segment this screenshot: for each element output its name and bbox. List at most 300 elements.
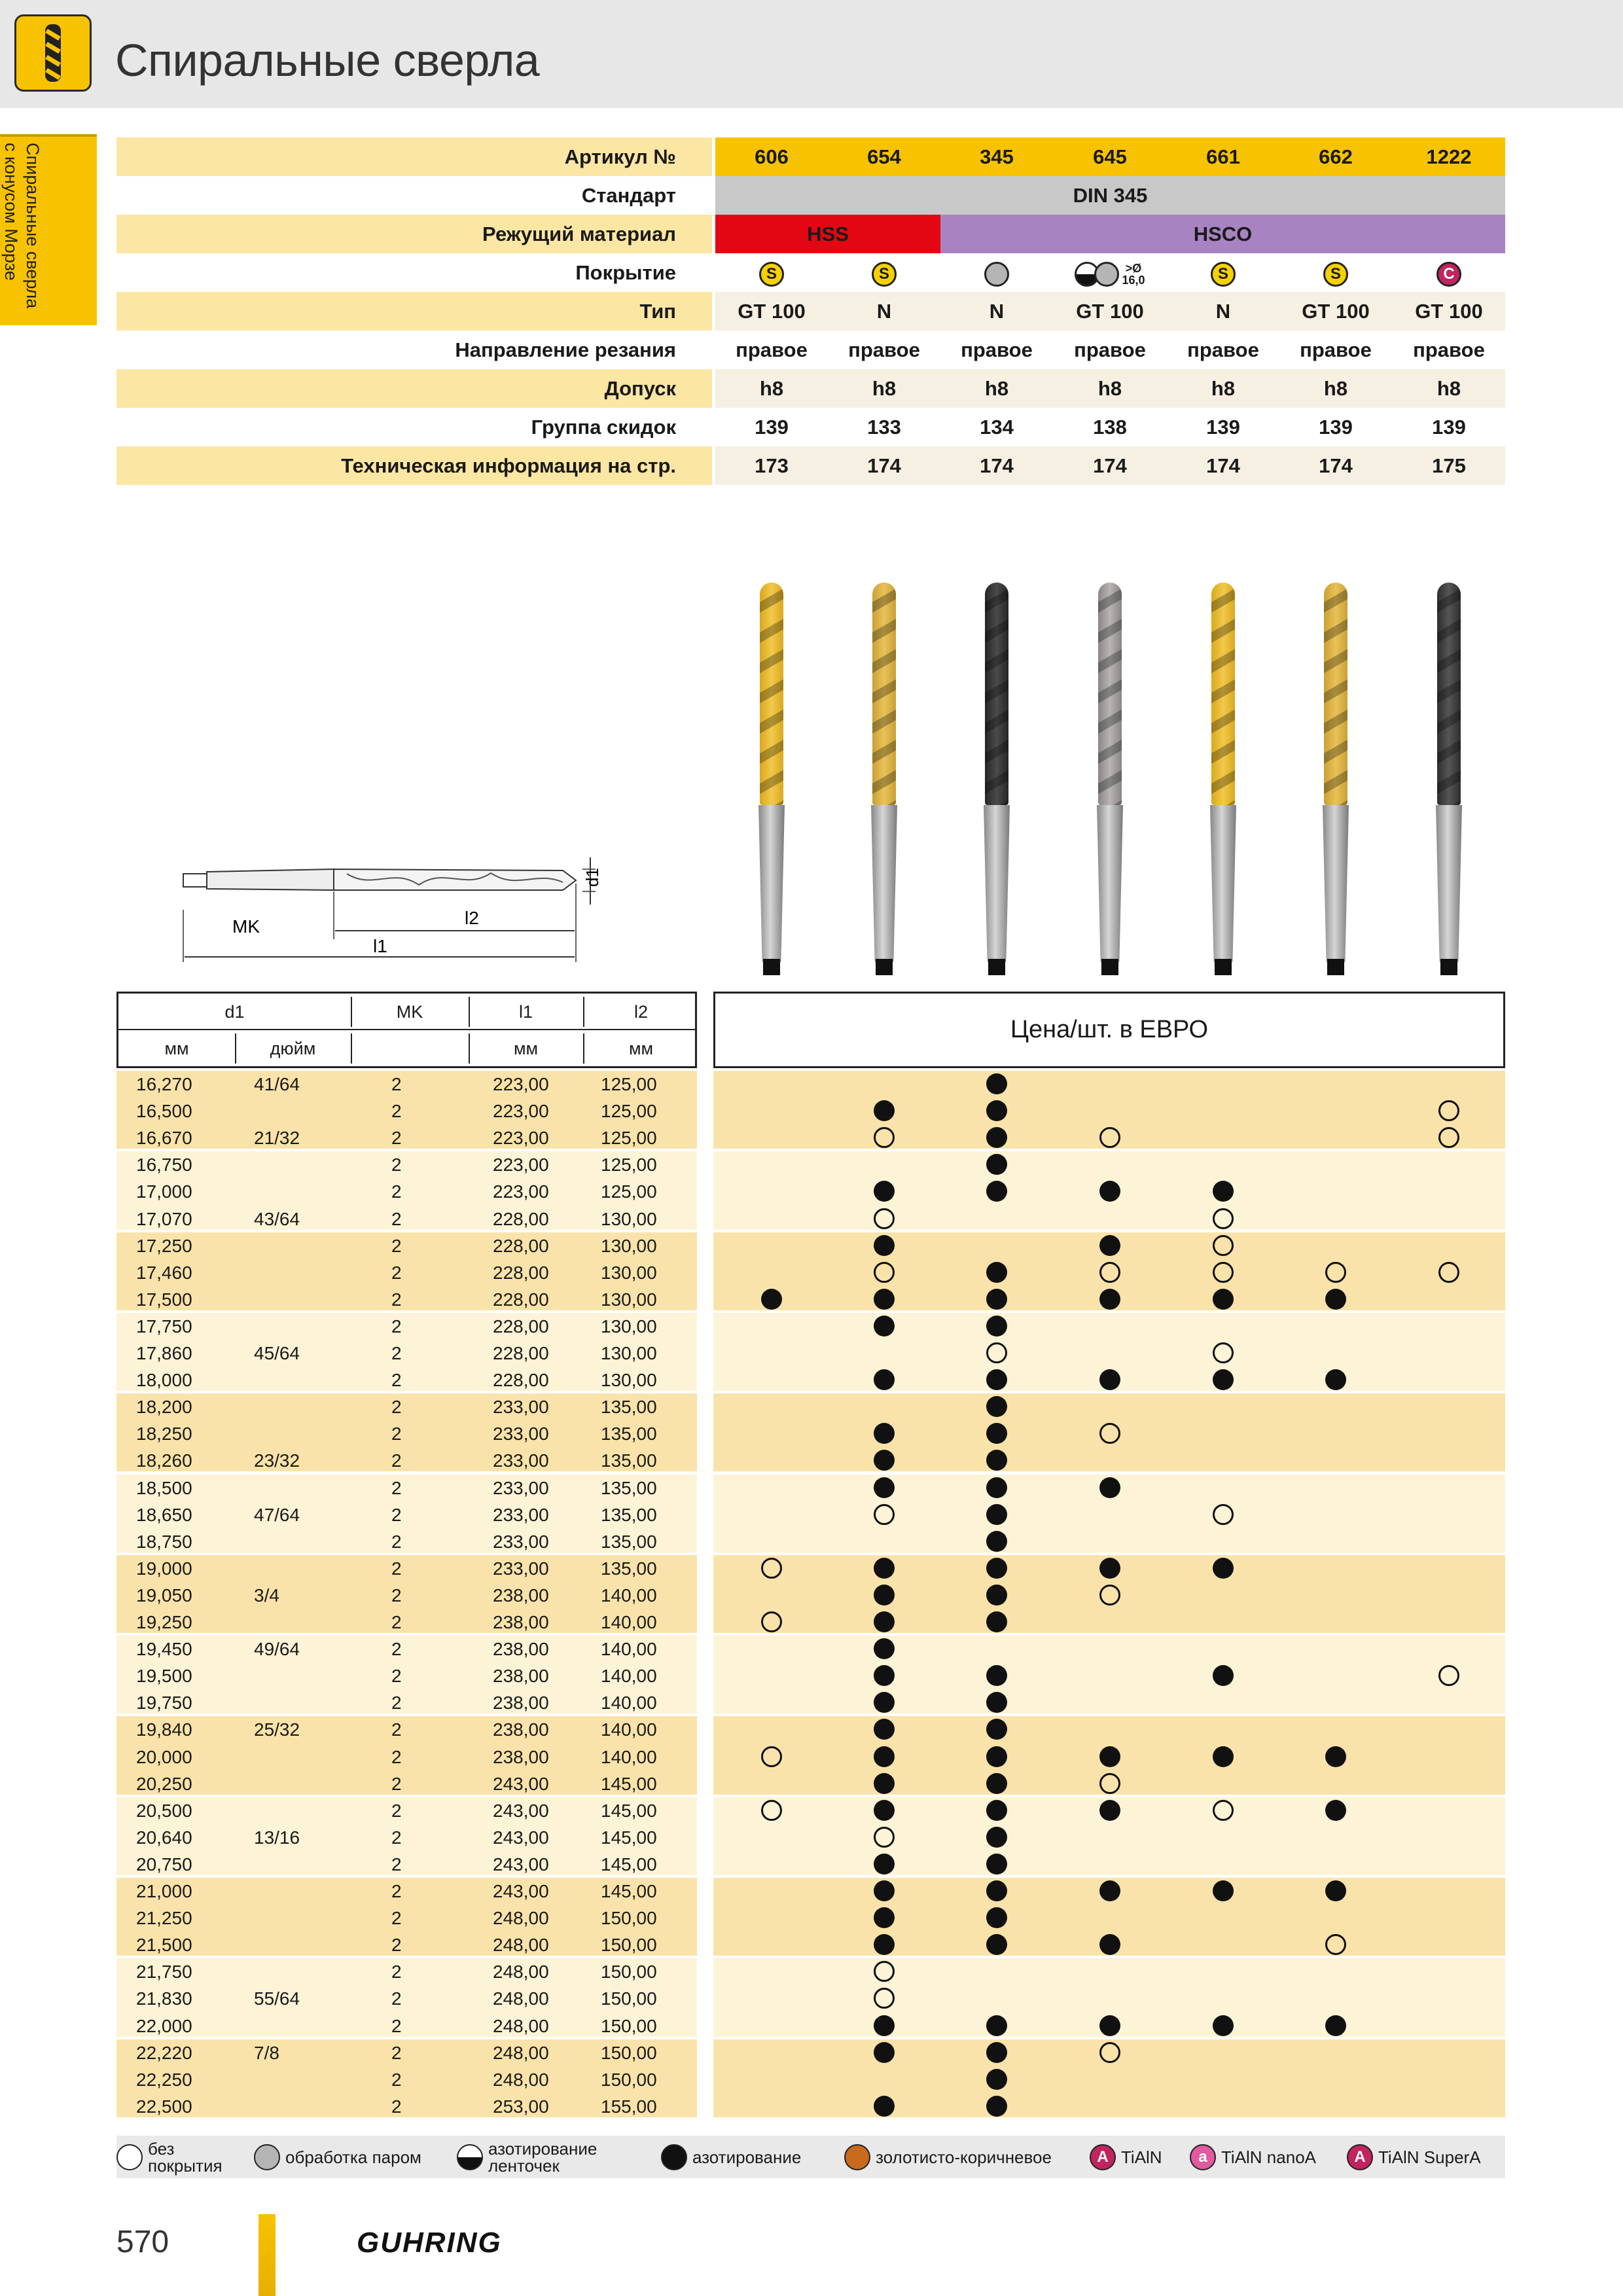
article-number[interactable]: 662 bbox=[1319, 145, 1353, 168]
legend-item bbox=[116, 2136, 246, 2178]
filled-dot-icon[interactable] bbox=[986, 1289, 1007, 1310]
table-row[interactable] bbox=[116, 1259, 697, 1286]
d1-mm: 21,000 bbox=[136, 1881, 192, 1901]
directions-cell: правое bbox=[1300, 338, 1372, 361]
filled-dot-icon[interactable] bbox=[874, 1289, 895, 1310]
table-row[interactable] bbox=[116, 1958, 697, 1985]
l1-value: 248,00 bbox=[493, 2042, 549, 2063]
column-divider bbox=[351, 1033, 352, 1064]
table-row[interactable] bbox=[116, 1716, 697, 1743]
d1-mm: 19,250 bbox=[136, 1612, 192, 1632]
filled-dot-icon[interactable] bbox=[986, 1073, 1007, 1094]
mk-value: 2 bbox=[391, 1477, 402, 1498]
coating-cell bbox=[1393, 253, 1505, 292]
open-dot-icon[interactable] bbox=[1213, 1342, 1234, 1363]
filled-dot-icon[interactable] bbox=[986, 1800, 1007, 1821]
d1-mm: 17,000 bbox=[136, 1181, 192, 1202]
filled-dot-icon[interactable] bbox=[1213, 1369, 1234, 1390]
l1-value: 233,00 bbox=[493, 1504, 549, 1525]
filled-dot-icon[interactable] bbox=[986, 1746, 1007, 1767]
l2-value: 140,00 bbox=[601, 1719, 657, 1740]
d1-inch: 45/64 bbox=[254, 1343, 300, 1363]
filled-dot-icon[interactable] bbox=[986, 2042, 1007, 2063]
article-number[interactable]: 1222 bbox=[1426, 145, 1472, 168]
open-dot-icon[interactable] bbox=[1325, 1262, 1346, 1283]
filled-dot-icon[interactable] bbox=[986, 1827, 1007, 1848]
table-row[interactable] bbox=[116, 1313, 697, 1340]
filled-dot-icon[interactable] bbox=[874, 2096, 895, 2117]
filled-dot-icon[interactable] bbox=[1325, 1746, 1346, 1767]
table-row[interactable] bbox=[116, 1098, 697, 1124]
table-row[interactable] bbox=[116, 1071, 697, 1098]
table-row[interactable] bbox=[116, 1286, 697, 1313]
filled-dot-icon[interactable] bbox=[1213, 1746, 1234, 1767]
d1-mm: 18,200 bbox=[136, 1397, 192, 1418]
open-dot-icon[interactable] bbox=[1325, 1934, 1346, 1955]
legend-item bbox=[1347, 2136, 1481, 2178]
table-row[interactable] bbox=[116, 1824, 697, 1851]
l1-value: 233,00 bbox=[493, 1531, 549, 1552]
filled-dot-icon[interactable] bbox=[986, 1665, 1007, 1686]
l1-value: 228,00 bbox=[493, 1235, 549, 1256]
l2-value: 125,00 bbox=[601, 1155, 657, 1175]
d1-mm: 21,750 bbox=[136, 1962, 192, 1982]
diameter-note-sub: 16,0 bbox=[1122, 273, 1145, 287]
l2-value: 135,00 bbox=[601, 1531, 657, 1552]
discount-cell: 139 bbox=[1319, 416, 1353, 439]
d1-mm: 18,000 bbox=[136, 1370, 192, 1391]
l1-value: 228,00 bbox=[493, 1289, 549, 1310]
table-row[interactable] bbox=[116, 1797, 697, 1824]
filled-dot-icon[interactable] bbox=[1099, 1289, 1120, 1310]
spec-row bbox=[116, 408, 1505, 446]
tolerance-cell: h8 bbox=[872, 377, 897, 400]
table-row[interactable] bbox=[116, 1931, 697, 1958]
mk-value: 2 bbox=[391, 1181, 402, 1202]
l2-value: 130,00 bbox=[601, 1370, 657, 1391]
techpage-cell: 174 bbox=[1319, 454, 1353, 477]
material-band: HSCO bbox=[940, 215, 1505, 253]
filled-dot-icon[interactable] bbox=[1325, 1369, 1346, 1390]
legend-item bbox=[661, 2136, 801, 2178]
filled-dot-icon[interactable] bbox=[1099, 1235, 1120, 1256]
filled-dot-icon[interactable] bbox=[874, 1800, 895, 1821]
table-row[interactable] bbox=[116, 1151, 697, 1178]
filled-dot-icon[interactable] bbox=[986, 2015, 1007, 2036]
drill-shank bbox=[1097, 805, 1123, 962]
page-title: Спиральные сверла bbox=[115, 35, 540, 86]
table-row[interactable] bbox=[116, 1555, 697, 1582]
filled-dot-icon[interactable] bbox=[986, 1880, 1007, 1901]
l2-value: 140,00 bbox=[601, 1612, 657, 1632]
table-row[interactable] bbox=[116, 1609, 697, 1636]
l2-value: 135,00 bbox=[601, 1424, 657, 1444]
filled-dot-icon[interactable] bbox=[1099, 1369, 1120, 1390]
techpage-cell: 174 bbox=[1206, 454, 1240, 477]
d1-mm: 19,450 bbox=[136, 1639, 192, 1660]
mk-value: 2 bbox=[391, 1504, 402, 1525]
d1-mm: 21,830 bbox=[136, 1988, 192, 2009]
material-band: HSS bbox=[715, 215, 940, 253]
table-row[interactable] bbox=[116, 1851, 697, 1878]
grey-coating-icon bbox=[984, 262, 1009, 287]
table-row[interactable] bbox=[116, 1475, 697, 1501]
page-bar bbox=[259, 2214, 276, 2296]
l2-value: 150,00 bbox=[601, 2015, 657, 2036]
l2-value: 125,00 bbox=[601, 1074, 657, 1094]
techpage-cell: 174 bbox=[1093, 454, 1127, 477]
filled-dot-icon[interactable] bbox=[1325, 1880, 1346, 1901]
article-number[interactable]: 661 bbox=[1206, 145, 1240, 168]
filled-dot-icon[interactable] bbox=[874, 1907, 895, 1928]
table-row[interactable] bbox=[116, 1367, 697, 1393]
d1-mm: 16,750 bbox=[136, 1155, 192, 1175]
filled-dot-icon[interactable] bbox=[986, 1127, 1007, 1148]
drill-image bbox=[1316, 576, 1355, 975]
spec-row bbox=[116, 176, 1505, 215]
filled-dot-icon[interactable] bbox=[874, 1477, 895, 1498]
d1-inch: 3/4 bbox=[254, 1585, 279, 1605]
tolerance-cell: h8 bbox=[1211, 377, 1236, 400]
open-dot-icon[interactable] bbox=[874, 1504, 895, 1525]
mk-value: 2 bbox=[391, 1854, 402, 1874]
filled-dot-icon[interactable] bbox=[986, 1316, 1007, 1336]
table-row[interactable] bbox=[116, 1770, 697, 1797]
mk-value: 2 bbox=[391, 1155, 402, 1175]
spec-row bbox=[116, 292, 1505, 331]
filled-dot-icon[interactable] bbox=[874, 1611, 895, 1632]
table-row[interactable] bbox=[116, 2013, 697, 2039]
column-header: l2 bbox=[633, 1002, 648, 1022]
mk-value: 2 bbox=[391, 1746, 402, 1767]
filled-dot-icon[interactable] bbox=[874, 1665, 895, 1686]
table-row[interactable] bbox=[116, 1340, 697, 1367]
coating-cell bbox=[1167, 253, 1279, 292]
mk-value: 2 bbox=[391, 1531, 402, 1552]
table-row[interactable] bbox=[116, 1689, 697, 1716]
open-dot-icon[interactable] bbox=[874, 1262, 895, 1283]
brown-coating-icon bbox=[844, 2144, 870, 2170]
table-row[interactable] bbox=[116, 1232, 697, 1259]
d1-mm: 16,500 bbox=[136, 1101, 192, 1122]
directions-cell: правое bbox=[736, 338, 808, 361]
types-cell: GT 100 bbox=[1302, 300, 1370, 323]
filled-dot-icon[interactable] bbox=[874, 1316, 895, 1336]
l2-value: 150,00 bbox=[601, 1935, 657, 1956]
d1-mm: 21,500 bbox=[136, 1935, 192, 1956]
filled-dot-icon[interactable] bbox=[986, 1773, 1007, 1794]
filled-dot-icon[interactable] bbox=[1099, 2015, 1120, 2036]
section-tab-label: Спиральные сверла с конусом Морзе bbox=[1, 143, 43, 309]
tolerance-cell: h8 bbox=[759, 377, 784, 400]
drill-shank bbox=[758, 805, 785, 962]
drill-tang bbox=[1440, 959, 1457, 975]
technical-drawing bbox=[177, 844, 622, 975]
legend-label: TiAlN SuperA bbox=[1378, 2147, 1481, 2167]
filled-dot-icon[interactable] bbox=[874, 1638, 895, 1659]
magenta-coating-icon: A bbox=[1090, 2144, 1116, 2170]
mk-value: 2 bbox=[391, 1988, 402, 2009]
filled-dot-icon[interactable] bbox=[986, 2069, 1007, 2090]
magenta-coating-icon: A bbox=[1347, 2144, 1373, 2170]
spec-label: Режущий материал bbox=[482, 223, 676, 245]
l2-value: 150,00 bbox=[601, 2042, 657, 2063]
drill-tang bbox=[1215, 959, 1232, 975]
filled-dot-icon[interactable] bbox=[986, 1907, 1007, 1928]
l1-value: 248,00 bbox=[493, 1908, 549, 1929]
discount-cell: 139 bbox=[1206, 416, 1240, 439]
gold-coating-icon: S bbox=[1211, 262, 1236, 287]
spec-label: Тип bbox=[639, 300, 676, 323]
drill-tang bbox=[1327, 959, 1344, 975]
d1-mm: 17,460 bbox=[136, 1262, 192, 1283]
filled-dot-icon[interactable] bbox=[986, 1558, 1007, 1579]
l1-value: 223,00 bbox=[493, 1128, 549, 1149]
d1-mm: 18,500 bbox=[136, 1477, 192, 1498]
pink-coating-icon: a bbox=[1190, 2144, 1216, 2170]
filled-dot-icon[interactable] bbox=[874, 2042, 895, 2063]
types-cell: N bbox=[989, 300, 1005, 323]
spec-cells bbox=[715, 446, 1505, 485]
filled-dot-icon[interactable] bbox=[874, 1854, 895, 1874]
filled-dot-icon[interactable] bbox=[874, 1746, 895, 1767]
filled-dot-icon[interactable] bbox=[986, 1477, 1007, 1498]
l1-value: 243,00 bbox=[493, 1773, 549, 1794]
table-row[interactable] bbox=[116, 1206, 697, 1232]
filled-dot-icon[interactable] bbox=[1325, 2015, 1346, 2036]
mk-value: 2 bbox=[391, 1585, 402, 1605]
tolerance-cell: h8 bbox=[1097, 377, 1122, 400]
page-number: 570 bbox=[116, 2225, 169, 2259]
table-row[interactable] bbox=[116, 1124, 697, 1151]
filled-dot-icon[interactable] bbox=[986, 1262, 1007, 1283]
types-cell: GT 100 bbox=[1415, 300, 1483, 323]
open-dot-icon[interactable] bbox=[761, 1558, 782, 1579]
filled-dot-icon[interactable] bbox=[986, 2096, 1007, 2117]
open-dot-icon[interactable] bbox=[1213, 1262, 1234, 1283]
table-row[interactable] bbox=[116, 1636, 697, 1662]
filled-dot-icon[interactable] bbox=[1213, 1665, 1234, 1686]
filled-dot-icon[interactable] bbox=[1213, 1558, 1234, 1579]
l1-value: 238,00 bbox=[493, 1693, 549, 1713]
table-row[interactable] bbox=[116, 1582, 697, 1609]
l1-value: 253,00 bbox=[493, 2096, 549, 2117]
table-row[interactable] bbox=[116, 1662, 697, 1689]
table-row[interactable] bbox=[116, 1528, 697, 1555]
filled-dot-icon[interactable] bbox=[874, 1934, 895, 1955]
filled-dot-icon[interactable] bbox=[874, 1558, 895, 1579]
drill-flute bbox=[872, 583, 896, 805]
filled-dot-icon[interactable] bbox=[761, 1289, 782, 1310]
drill-tang bbox=[1101, 959, 1118, 975]
mk-value: 2 bbox=[391, 1235, 402, 1256]
filled-dot-icon[interactable] bbox=[874, 1773, 895, 1794]
filled-dot-icon[interactable] bbox=[986, 1854, 1007, 1874]
grey-coating-icon bbox=[254, 2144, 280, 2170]
open-dot-icon[interactable] bbox=[1099, 1127, 1120, 1148]
table-row[interactable] bbox=[116, 1744, 697, 1770]
l2-value: 145,00 bbox=[601, 1827, 657, 1848]
l1-value: 238,00 bbox=[493, 1612, 549, 1632]
l2-value: 135,00 bbox=[601, 1477, 657, 1498]
open-dot-icon[interactable] bbox=[1213, 1800, 1234, 1821]
drill-image bbox=[865, 576, 904, 975]
d1-mm: 17,500 bbox=[136, 1289, 192, 1310]
filled-dot-icon[interactable] bbox=[874, 1585, 895, 1605]
l2-value: 125,00 bbox=[601, 1181, 657, 1202]
table-row[interactable] bbox=[116, 1905, 697, 1931]
filled-dot-icon[interactable] bbox=[1213, 1880, 1234, 1901]
l1-value: 238,00 bbox=[493, 1666, 549, 1687]
l2-value: 150,00 bbox=[601, 1908, 657, 1929]
d1-mm: 17,860 bbox=[136, 1343, 192, 1363]
d1-mm: 22,000 bbox=[136, 2015, 192, 2036]
column-divider bbox=[351, 997, 352, 1027]
l1-value: 228,00 bbox=[493, 1262, 549, 1283]
d1-mm: 16,670 bbox=[136, 1128, 192, 1149]
table-row[interactable] bbox=[116, 1393, 697, 1420]
legend-item bbox=[254, 2136, 421, 2178]
d1-mm: 18,250 bbox=[136, 1424, 192, 1444]
l2-value: 135,00 bbox=[601, 1397, 657, 1418]
spec-cells bbox=[715, 215, 1505, 253]
mk-value: 2 bbox=[391, 1962, 402, 1982]
filled-dot-icon[interactable] bbox=[986, 1531, 1007, 1552]
spec-cells bbox=[715, 369, 1505, 408]
table-row[interactable] bbox=[116, 1447, 697, 1474]
open-dot-icon[interactable] bbox=[1438, 1100, 1459, 1121]
d1-mm: 17,070 bbox=[136, 1208, 192, 1229]
filled-dot-icon[interactable] bbox=[1325, 1800, 1346, 1821]
spec-cells bbox=[715, 292, 1505, 331]
filled-dot-icon[interactable] bbox=[874, 2015, 895, 2036]
open-dot-icon[interactable] bbox=[1099, 2042, 1120, 2063]
mk-value: 2 bbox=[391, 1935, 402, 1956]
l2-value: 155,00 bbox=[601, 2096, 657, 2117]
price-group-band bbox=[713, 1636, 1505, 1713]
l2-value: 140,00 bbox=[601, 1746, 657, 1767]
open-dot-icon[interactable] bbox=[761, 1746, 782, 1767]
open-dot-icon[interactable] bbox=[874, 1827, 895, 1848]
spec-label: Покрытие bbox=[575, 261, 676, 284]
filled-dot-icon[interactable] bbox=[986, 1934, 1007, 1955]
filled-dot-icon[interactable] bbox=[986, 1504, 1007, 1525]
label-d1: d1 bbox=[582, 868, 602, 887]
filled-dot-icon[interactable] bbox=[1099, 1477, 1120, 1498]
table-row[interactable] bbox=[116, 2039, 697, 2066]
filled-dot-icon[interactable] bbox=[986, 1100, 1007, 1121]
open-dot-icon[interactable] bbox=[1438, 1665, 1459, 1686]
filled-dot-icon[interactable] bbox=[1099, 1934, 1120, 1955]
article-number[interactable]: 654 bbox=[867, 145, 901, 168]
mk-value: 2 bbox=[391, 1208, 402, 1229]
filled-dot-icon[interactable] bbox=[986, 1369, 1007, 1390]
spec-row bbox=[116, 331, 1505, 369]
open-dot-icon[interactable] bbox=[986, 1342, 1007, 1363]
article-number[interactable]: 345 bbox=[980, 145, 1014, 168]
filled-dot-icon[interactable] bbox=[874, 1235, 895, 1256]
filled-dot-icon[interactable] bbox=[1099, 1880, 1120, 1901]
table-row[interactable] bbox=[116, 2066, 697, 2093]
column-divider bbox=[469, 1033, 470, 1064]
directions-cell: правое bbox=[961, 338, 1033, 361]
open-dot-icon[interactable] bbox=[1099, 1585, 1120, 1605]
table-row[interactable] bbox=[116, 1501, 697, 1528]
discount-cell: 134 bbox=[980, 416, 1014, 439]
table-row[interactable] bbox=[116, 1878, 697, 1905]
filled-dot-icon[interactable] bbox=[1213, 1289, 1234, 1310]
open-dot-icon[interactable] bbox=[1099, 1262, 1120, 1283]
filled-dot-icon[interactable] bbox=[986, 1396, 1007, 1417]
table-row[interactable] bbox=[116, 2093, 697, 2120]
spec-label: Направление резания bbox=[455, 338, 676, 361]
filled-dot-icon[interactable] bbox=[1325, 1289, 1346, 1310]
open-dot-icon[interactable] bbox=[874, 1127, 895, 1148]
d1-inch: 13/16 bbox=[254, 1827, 300, 1848]
grey-coating-icon bbox=[1094, 262, 1119, 287]
magenta-coating-icon: C bbox=[1436, 262, 1461, 287]
d1-mm: 19,000 bbox=[136, 1558, 192, 1579]
open-dot-icon[interactable] bbox=[761, 1611, 782, 1632]
filled-dot-icon[interactable] bbox=[1099, 1558, 1120, 1579]
filled-dot-icon[interactable] bbox=[874, 1880, 895, 1901]
l1-value: 248,00 bbox=[493, 1962, 549, 1982]
table-row[interactable] bbox=[116, 1985, 697, 2012]
coating-cell bbox=[715, 253, 828, 292]
l1-value: 238,00 bbox=[493, 1639, 549, 1660]
article-number[interactable]: 606 bbox=[755, 145, 789, 168]
d1-inch: 21/32 bbox=[254, 1128, 300, 1149]
d1-mm: 20,500 bbox=[136, 1800, 192, 1821]
legend-label: золотисто-коричневое bbox=[876, 2147, 1052, 2167]
drill-photos bbox=[715, 576, 1505, 975]
filled-dot-icon[interactable] bbox=[1099, 1746, 1120, 1767]
open-dot-icon[interactable] bbox=[761, 1800, 782, 1821]
open-dot-icon[interactable] bbox=[874, 1208, 895, 1229]
mk-value: 2 bbox=[391, 1316, 402, 1336]
d1-inch: 41/64 bbox=[254, 1074, 300, 1094]
table-row[interactable] bbox=[116, 1420, 697, 1447]
mk-value: 2 bbox=[391, 1827, 402, 1848]
filled-dot-icon[interactable] bbox=[1099, 1800, 1120, 1821]
mk-value: 2 bbox=[391, 1693, 402, 1713]
techpage-cell: 174 bbox=[867, 454, 901, 477]
filled-dot-icon[interactable] bbox=[986, 1611, 1007, 1632]
table-row[interactable] bbox=[116, 1178, 697, 1205]
open-dot-icon[interactable] bbox=[1438, 1262, 1459, 1283]
filled-dot-icon[interactable] bbox=[1213, 2015, 1234, 2036]
spec-table bbox=[116, 137, 1505, 485]
filled-dot-icon[interactable] bbox=[874, 1369, 895, 1390]
open-dot-icon[interactable] bbox=[1099, 1773, 1120, 1794]
gold-coating-icon: S bbox=[1323, 262, 1348, 287]
article-number[interactable]: 645 bbox=[1093, 145, 1127, 168]
drill-flute bbox=[1437, 583, 1461, 805]
filled-dot-icon[interactable] bbox=[986, 1585, 1007, 1605]
column-divider bbox=[583, 997, 584, 1027]
l1-value: 248,00 bbox=[493, 2015, 549, 2036]
coating-cell bbox=[828, 253, 940, 292]
open-dot-icon[interactable] bbox=[1213, 1504, 1234, 1525]
filled-dot-icon[interactable] bbox=[874, 1100, 895, 1121]
discount-cell: 139 bbox=[1432, 416, 1466, 439]
spec-cells bbox=[715, 137, 1505, 176]
open-dot-icon[interactable] bbox=[1213, 1235, 1234, 1256]
open-dot-icon[interactable] bbox=[1438, 1127, 1459, 1148]
open-dot-icon[interactable] bbox=[1213, 1208, 1234, 1229]
drill-image bbox=[752, 576, 791, 975]
legend-label: TiAlN nanoA bbox=[1221, 2147, 1316, 2167]
